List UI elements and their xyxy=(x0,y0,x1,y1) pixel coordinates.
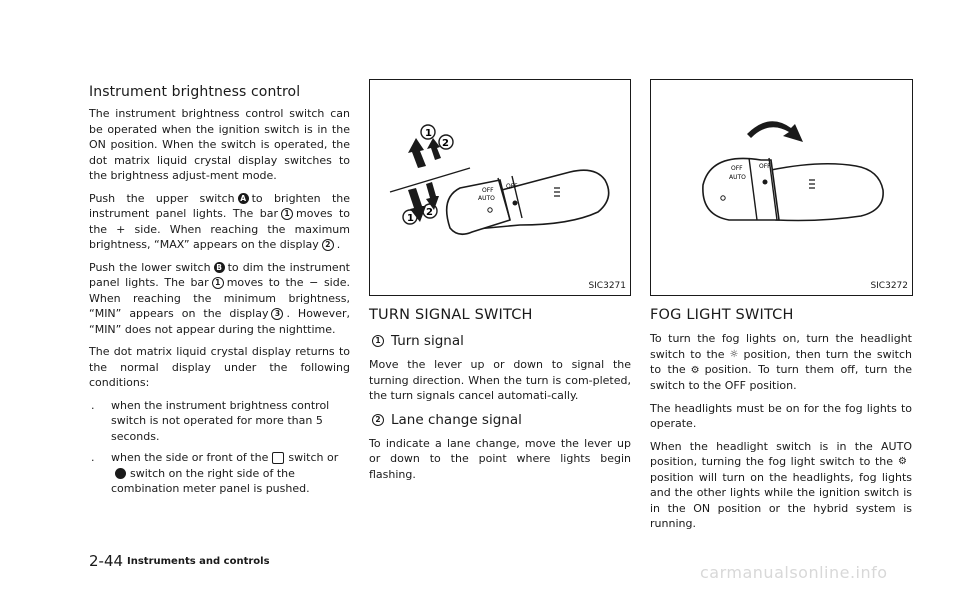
turn-signal-lever-illustration xyxy=(370,80,630,295)
paragraph-lane-change: To indicate a lane change, move the lever up or down to the point where lights begin flashing. xyxy=(369,436,631,481)
callout-1-down: 1 xyxy=(407,213,414,224)
chapter-title: Instruments and controls xyxy=(127,556,270,567)
headlight-icon: ☼ xyxy=(729,348,739,360)
lever-label-off: OFF xyxy=(731,165,743,172)
subheading-turn-signal xyxy=(369,333,631,349)
bullet-marker: . xyxy=(91,451,95,464)
bullet-marker: . xyxy=(91,398,95,412)
text: position will turn on the headlights, fog lights and the other lights while the ignition switch is in the ON position or the hybrid system is running. xyxy=(650,470,912,531)
lever-label-off-2: OFF xyxy=(759,163,771,170)
mark-1: 1 xyxy=(281,208,293,220)
paragraph-lower-switch xyxy=(89,260,350,338)
mark-1: 1 xyxy=(212,277,224,289)
num-1-icon: 1 xyxy=(372,335,384,347)
text: To turn the fog lights on, turn the headlight switch to the xyxy=(650,332,912,361)
text: moves to the − side. When reaching the minimum brightness, “MIN” appears on the display xyxy=(89,276,350,320)
turn-signal-text xyxy=(369,307,631,489)
bullet-text xyxy=(111,450,350,497)
heading-turn-signal-switch: TURN SIGNAL SWITCH xyxy=(369,307,533,323)
lever-label-auto: AUTO xyxy=(729,174,746,181)
paragraph-headlights-required: The headlights must be on for the fog lights to operate. xyxy=(650,401,912,430)
figure-code: SIC3272 xyxy=(870,281,908,291)
page-number: 2-44 xyxy=(89,552,124,570)
round-switch-icon xyxy=(115,468,126,479)
bullet-text: when the instrument brightness control switch is not operated for more than 5 seconds. xyxy=(111,398,330,443)
mark-a: A xyxy=(238,193,249,204)
column-instrument-brightness xyxy=(89,84,350,503)
text: Push the upper switch xyxy=(89,191,235,205)
text: position, then turn the switch to the xyxy=(650,347,912,377)
text: when the side or front of the xyxy=(111,451,269,464)
watermark: carmanualsonline.info xyxy=(700,563,888,582)
mark-3: 3 xyxy=(271,308,283,320)
mark-2: 2 xyxy=(322,239,334,251)
lever-label-auto: AUTO xyxy=(478,195,495,202)
paragraph-auto-position xyxy=(650,439,912,532)
mark-b: B xyxy=(214,262,225,273)
paragraph-display-returns: The dot matrix liquid crystal display returns to the normal display under the following conditions: xyxy=(89,345,350,389)
figure-turn-signal-lever xyxy=(369,79,631,296)
heading-fog-light-switch: FOG LIGHT SWITCH xyxy=(650,307,794,323)
text: . However, “MIN” does not appear during the nighttime. xyxy=(89,307,350,336)
callout-1-up: 1 xyxy=(425,128,432,139)
lever-label-off: OFF xyxy=(482,187,494,194)
lever-label-off-2: OFF xyxy=(506,183,518,190)
text: Lane change signal xyxy=(391,411,522,428)
figure-code: SIC3271 xyxy=(588,281,626,291)
fog-light-icon: ⚙ xyxy=(898,456,907,468)
paragraph-brightness-intro: The instrument brightness control switch can be operated when the ignition switch is in the ON position. When the switch is operated, the dot matrix liquid crystal display switches to the brightness adjust-ment mode. xyxy=(89,107,350,182)
bullet-item-2 xyxy=(89,450,350,497)
text: switch on the right side of the combination meter panel is pushed. xyxy=(111,466,310,495)
text: switch or xyxy=(288,451,339,464)
heading-instrument-brightness: Instrument brightness control xyxy=(89,84,301,100)
subheading-lane-change xyxy=(369,412,631,428)
fog-light-lever-illustration xyxy=(651,80,912,295)
figure-fog-light-lever xyxy=(650,79,913,296)
text: When the headlight switch is in the AUTO position, turning the fog light switch to the xyxy=(650,439,912,468)
text: position. To turn them off, turn the switch to the OFF position. xyxy=(650,363,912,392)
paragraph-upper-switch xyxy=(89,191,350,253)
text: to brighten the instrument panel lights. The bar xyxy=(89,191,351,220)
text: moves to the + side. When reaching the maximum brightness, “MAX” appears on the display xyxy=(89,207,350,251)
num-2-icon: 2 xyxy=(372,414,384,426)
fog-light-text xyxy=(650,307,912,539)
text: . xyxy=(336,238,341,251)
fog-light-icon: ⚙ xyxy=(690,364,700,376)
callout-2-down: 2 xyxy=(426,207,433,218)
text: Turn signal xyxy=(391,333,464,349)
text: Push the lower switch xyxy=(89,260,211,274)
square-switch-icon xyxy=(272,452,284,464)
bullet-item-1 xyxy=(89,398,350,445)
callout-2-up: 2 xyxy=(442,138,449,149)
text: to dim the instrument panel lights. The bar xyxy=(89,260,350,289)
paragraph-fog-on xyxy=(650,331,912,394)
paragraph-turn-signal: Move the lever up or down to signal the turning direction. When the turn is com-pleted, the turn signals cancel automati-cally. xyxy=(369,358,631,402)
